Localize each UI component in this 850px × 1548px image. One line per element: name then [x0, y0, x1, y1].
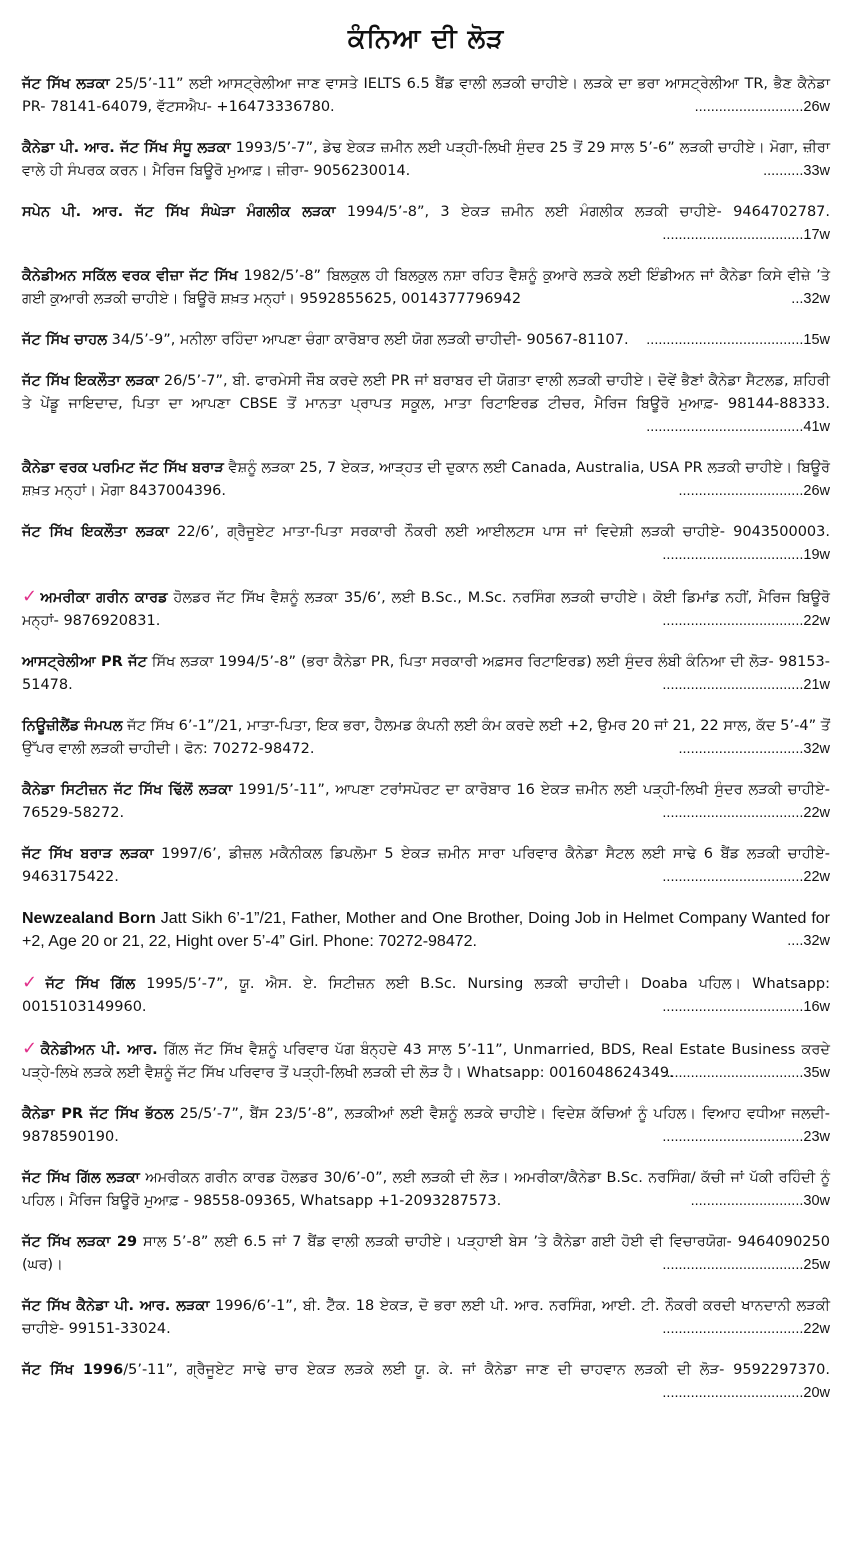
- ad-body: 1994/5’-8”, 3 ਏਕੜ ਜ਼ਮੀਨ ਲਈ ਮੰਗਲੀਕ ਲੜਕੀ ਚਾਹੀਏ- 9464702787.: [335, 204, 830, 220]
- leader-dots: ...................................: [662, 1129, 804, 1145]
- ad-code-label: 22w: [803, 1321, 830, 1337]
- ad-heading: ਨਿਊਜ਼ੀਲੈਂਡ ਜੰਮਪਲ: [22, 718, 123, 734]
- leader-dots: ...............................: [678, 483, 804, 499]
- ad-code-label: 20w: [803, 1385, 830, 1401]
- ad-body: Jatt Sikh 6’-1”/21, Father, Mother and One Brother, Doing Job in Helmet Company Wanted for +2, Age 20 or 21, 22, Hight over 5’-4” Girl. Phone: 70272-98472.: [22, 910, 831, 950]
- ad-heading: Newzealand Born: [22, 910, 156, 927]
- ad-code-label: 33w: [803, 163, 830, 179]
- ad-body: ਅਮਰੀਕਨ ਗਰੀਨ ਕਾਰਡ ਹੋਲਡਰ 30/6’-0”, ਲਈ ਲੜਕੀ ਦੀ ਲੋੜ। ਅਮਰੀਕਾ/ਕੈਨੇਡਾ B.Sc. ਨਰਸਿੰਗ/ ਕੱਚੀ ਜਾਂ ਪੱਕੀ ਰਹਿੰਦੀ ਨੂੰ ਪਹਿਲ। ਮੈਰਿਜ ਬਿਊਰੋ ਮੁਆਫ਼ - 98558-09365, Whatsapp +1-2093287573.: [22, 1170, 831, 1209]
- ad-body: 1991/5’-11”, ਆਪਣਾ ਟਰਾਂਸਪੋਰਟ ਦਾ ਕਾਰੋਬਾਰ 16 ਏਕੜ ਜ਼ਮੀਨ ਲਈ ਪੜ੍ਹੀ-ਲਿਖੀ ਸੁੰਦਰ ਲੜਕੀ ਚਾਹੀਏ- 76529-58272.: [22, 782, 830, 821]
- classified-ad: [22, 971, 830, 1017]
- ad-heading: ਕੈਨੇਡਾ ਸਿਟੀਜ਼ਨ ਜੱਟ ਸਿੱਖ ਢਿੱਲੋਂ ਲੜਕਾ: [22, 782, 233, 798]
- ad-body: 34/5’-9”, ਮਨੀਲਾ ਰਹਿੰਦਾ ਆਪਣਾ ਚੰਗਾ ਕਾਰੋਬਾਰ ਲਈ ਯੋਗ ਲੜਕੀ ਚਾਹੀਦੀ- 90567-81107.: [107, 332, 629, 348]
- ad-heading: ਕੈਨੇਡਾ ਪੀ. ਆਰ. ਜੱਟ ਸਿੱਖ ਸੰਧੂ ਲੜਕਾ: [22, 140, 231, 156]
- ad-body: 25/5’-11” ਲਈ ਆਸਟ੍ਰੇਲੀਆ ਜਾਣ ਵਾਸਤੇ IELTS 6.5 ਬੈਂਡ ਵਾਲੀ ਲੜਕੀ ਚਾਹੀਏ। ਲੜਕੇ ਦਾ ਭਰਾ ਆਸਟ੍ਰੇਲੀਆ TR, ਭੈਣ ਕੈਨੇਡਾ PR- 78141-64079, ਵੱਟਸਐਪ- +16473336780.: [22, 76, 830, 115]
- ad-code-label: 15w: [803, 332, 830, 348]
- ad-code-label: 21w: [803, 677, 830, 693]
- ad-code-label: 32w: [803, 291, 830, 307]
- ad-heading: ਕੈਨੇਡੀਅਨ ਪੀ. ਆਰ.: [40, 1042, 158, 1058]
- classified-ad: [22, 1103, 830, 1147]
- ad-body: 1993/5’-7”, ਡੇਢ ਏਕੜ ਜ਼ਮੀਨ ਲਈ ਪੜ੍ਹੀ-ਲਿਖੀ ਸੁੰਦਰ 25 ਤੋਂ 29 ਸਾਲ 5’-6” ਲੜਕੀ ਚਾਹੀਏ। ਮੋਗਾ, ਜ਼ੀਰਾ ਵਾਲੇ ਹੀ ਸੰਪਰਕ ਕਰਨ। ਮੈਰਿਜ ਬਿਊਰੋ ਮੁਆਫ਼। ਜ਼ੀਰਾ- 9056230014.: [22, 140, 830, 179]
- ad-body: ਗਿੱਲ ਜੱਟ ਸਿੱਖ ਵੈਸ਼ਨੂੰ ਪਰਿਵਾਰ ਪੱਗ ਬੰਨ੍ਹਦੇ 43 ਸਾਲ 5’-11”, Unmarried, BDS, Real Estate Business ਕਰਦੇ ਪੜ੍ਹੇ-ਲਿਖੇ ਲੜਕੇ ਲਈ ਵੈਸ਼ਨੂੰ ਜੱਟ ਸਿੱਖ ਪਰਿਵਾਰ ਤੋਂ ਪੜ੍ਹੀ-ਲਿਖੀ ਲੜਕੀ ਦੀ ਲੋੜ ਹੈ। Whatsapp: 0016048624349.: [22, 1042, 830, 1081]
- ad-body: ਸਾਲ 5’-8” ਲਈ 6.5 ਜਾਂ 7 ਬੈਂਡ ਵਾਲੀ ਲੜਕੀ ਚਾਹੀਏ। ਪੜ੍ਹਾਈ ਬੇਸ ’ਤੇ ਕੈਨੇਡਾ ਗਈ ਹੋਈ ਵੀ ਵਿਚਾਰਯੋਗ- 9464090250 (ਘਰ)।: [22, 1234, 830, 1273]
- leader-dots: ...........................: [694, 99, 804, 115]
- ad-heading: ਕੈਨੇਡੀਅਨ ਸਕਿੱਲ ਵਰਕ ਵੀਜ਼ਾ ਜੱਟ ਸਿੱਖ: [22, 268, 238, 284]
- leader-dots: ............................: [690, 1193, 804, 1209]
- classified-ad: [22, 73, 830, 117]
- classified-ad: [22, 457, 830, 501]
- ad-heading: ਕੈਨੇਡਾ PR ਜੱਟ ਸਿੱਖ ਭੱਠਲ: [22, 1106, 174, 1122]
- classified-ad: [22, 329, 830, 350]
- ad-heading: ਜੱਟ ਸਿੱਖ 1996: [22, 1362, 124, 1378]
- ad-code-label: 22w: [803, 869, 830, 885]
- leader-dots: ...: [791, 291, 804, 307]
- ad-body: 25/5’-7”, ਬੈਂਸ 23/5’-8”, ਲੜਕੀਆਂ ਲਈ ਵੈਸ਼ਨੂੰ ਲੜਕੇ ਚਾਹੀਏ। ਵਿਦੇਸ਼ ਕੱਚਿਆਂ ਨੂੰ ਪਹਿਲ। ਵਿਆਹ ਵਧੀਆ ਜਲਦੀ- 9878590190.: [22, 1106, 830, 1145]
- ad-code-label: 32w: [803, 933, 830, 949]
- classified-ad: [22, 651, 830, 695]
- leader-dots: ...............................: [678, 741, 804, 757]
- classified-ad: [22, 907, 830, 951]
- ad-code-label: 26w: [803, 99, 830, 115]
- leader-dots: ...................................: [662, 1385, 804, 1401]
- ad-heading: ਸਪੇਨ ਪੀ. ਆਰ. ਜੱਟ ਸਿੱਖ ਸੰਘੇੜਾ ਮੰਗਲੀਕ ਲੜਕਾ: [22, 204, 336, 220]
- leader-dots: ...................................: [662, 869, 804, 885]
- ad-code-label: 25w: [803, 1257, 830, 1273]
- classified-ad: [22, 265, 830, 309]
- leader-dots: ...................................: [662, 999, 804, 1015]
- ad-code-label: 19w: [803, 547, 830, 563]
- checkmark-icon: ✓: [22, 586, 39, 607]
- ad-code-label: 22w: [803, 805, 830, 821]
- classified-ad: [22, 1037, 830, 1083]
- ad-code-label: 16w: [803, 999, 830, 1015]
- ad-body: 1982/5’-8” ਬਿਲਕੁਲ ਹੀ ਬਿਲਕੁਲ ਨਸ਼ਾ ਰਹਿਤ ਵੈਸ਼ਨੂੰ ਕੁਆਰੇ ਲੜਕੇ ਲਈ ਇੰਡੀਅਨ ਜਾਂ ਕੈਨੇਡਾ ਕਿਸੇ ਵੀਜ਼ੇ ’ਤੇ ਗਈ ਕੁਆਰੀ ਲੜਕੀ ਚਾਹੀਏ। ਬਿਊਰੋ ਸ਼ਖ਼ਤ ਮਨ੍ਹਾਂ। 9592855625, 0014377796942: [22, 268, 830, 307]
- leader-dots: ...................................: [662, 805, 804, 821]
- classified-ad: [22, 585, 830, 631]
- ad-heading: ਜੱਟ ਸਿੱਖ ਚਾਹਲ: [22, 332, 108, 348]
- ad-code-label: 35w: [803, 1065, 830, 1081]
- ad-body: 26/5’-7”, ਬੀ. ਫਾਰਮੇਸੀ ਜੌਬ ਕਰਦੇ ਲਈ PR ਜਾਂ ਬਰਾਬਰ ਦੀ ਯੋਗਤਾ ਵਾਲੀ ਲੜਕੀ ਚਾਹੀਏ। ਦੋਵੇਂ ਭੈਣਾਂ ਕੈਨੇਡਾ ਸੈਟਲਡ, ਸ਼ਹਿਰੀ ਤੇ ਪੇਂਡੂ ਜਾਇਦਾਦ, ਪਿਤਾ ਦਾ ਆਪਣਾ CBSE ਤੋਂ ਮਾਨਤਾ ਪ੍ਰਾਪਤ ਸਕੂਲ, ਮਾਤਾ ਰਿਟਾਇਰਡ ਟੀਚਰ, ਮੈਰਿਜ ਬਿਊਰੋ ਮੁਆਫ਼- 98144-88333.: [22, 373, 830, 412]
- ad-body: 1996/6’-1”, ਬੀ. ਟੈੱਕ. 18 ਏਕੜ, ਦੋ ਭਰਾ ਲਈ ਪੀ. ਆਰ. ਨਰਸਿੰਗ, ਆਈ. ਟੀ. ਨੌਕਰੀ ਕਰਦੀ ਖਾਨਦਾਨੀ ਲੜਕੀ ਚਾਹੀਏ- 99151-33024.: [22, 1298, 830, 1337]
- ad-heading: ਜੱਟ ਸਿੱਖ ਲੜਕਾ: [22, 76, 110, 92]
- classified-ad: [22, 715, 830, 759]
- leader-dots: ..........: [763, 163, 804, 179]
- ad-body: /5’-11”, ਗ੍ਰੈਜੂਏਟ ਸਾਢੇ ਚਾਰ ਏਕੜ ਲੜਕੇ ਲਈ ਯੂ. ਕੇ. ਜਾਂ ਕੈਨੇਡਾ ਜਾਣ ਦੀ ਚਾਹਵਾਨ ਲੜਕੀ ਦੀ ਲੋੜ- 9592297370.: [123, 1362, 831, 1378]
- ad-body: 1995/5’-7”, ਯੂ. ਐਸ. ਏ. ਸਿਟੀਜ਼ਨ ਲਈ B.Sc. Nursing ਲੜਕੀ ਚਾਹੀਦੀ। Doaba ਪਹਿਲ। Whatsapp: 0015103149960.: [22, 976, 830, 1015]
- checkmark-icon: ✓: [22, 972, 44, 993]
- classified-ad: [22, 137, 830, 181]
- classified-ad: [22, 201, 830, 245]
- classified-ad: [22, 1359, 830, 1403]
- ad-heading: ਆਸਟ੍ਰੇਲੀਆ PR ਜੱਟ: [22, 654, 147, 670]
- classified-ad: [22, 521, 830, 565]
- ad-code-label: 17w: [803, 227, 830, 243]
- ad-code-label: 41w: [803, 419, 830, 435]
- ad-heading: ਜੱਟ ਸਿੱਖ ਇਕਲੌਤਾ ਲੜਕਾ: [22, 373, 160, 389]
- ad-body: 22/6’, ਗ੍ਰੈਜੂਏਟ ਮਾਤਾ-ਪਿਤਾ ਸਰਕਾਰੀ ਨੌਕਰੀ ਲਈ ਆਈਲਟਸ ਪਾਸ ਜਾਂ ਵਿਦੇਸ਼ੀ ਲੜਕੀ ਚਾਹੀਏ- 9043500003.: [169, 524, 830, 540]
- ad-code-label: 22w: [803, 613, 830, 629]
- leader-dots: ....: [787, 933, 804, 949]
- leader-dots: ...................................: [662, 677, 804, 693]
- ad-heading: ਜੱਟ ਸਿੱਖ ਇਕਲੌਤਾ ਲੜਕਾ: [22, 524, 170, 540]
- leader-dots: ...................................: [662, 1065, 804, 1081]
- leader-dots: ...................................: [662, 1257, 804, 1273]
- ad-body: ਵੈਸ਼ਨੂੰ ਲੜਕਾ 25, 7 ਏਕੜ, ਆੜ੍ਹਤ ਦੀ ਦੁਕਾਨ ਲਈ Canada, Australia, USA PR ਲੜਕੀ ਚਾਹੀਏ। ਬਿਊਰੋ ਸ਼ਖ਼ਤ ਮਨ੍ਹਾਂ। ਮੋਗਾ 8437004396.: [22, 460, 830, 499]
- ads-list: [22, 73, 830, 1403]
- ad-heading: ਜੱਟ ਸਿੱਖ ਬਰਾੜ ਲੜਕਾ: [22, 846, 154, 862]
- leader-dots: ...................................: [662, 613, 804, 629]
- page-title: ਕੰਨਿਆ ਦੀ ਲੋੜ: [347, 24, 505, 54]
- classified-ad: [22, 1231, 830, 1275]
- classified-ad: [22, 1167, 830, 1211]
- ad-body: ਜੱਟ ਸਿੱਖ 6’-1”/21, ਮਾਤਾ-ਪਿਤਾ, ਇਕ ਭਰਾ, ਹੈਲਮਡ ਕੰਪਨੀ ਲਈ ਕੰਮ ਕਰਦੇ ਲਈ +2, ਉਮਰ 20 ਜਾਂ 21, 22 ਸਾਲ, ਕੱਦ 5’-4” ਤੋਂ ਉੱਪਰ ਵਾਲੀ ਲੜਕੀ ਚਾਹੀਦੀ। ਫੋਨ: 70272-98472.: [22, 718, 830, 757]
- ad-heading: ਜੱਟ ਸਿੱਖ ਲੜਕਾ 29: [22, 1234, 138, 1250]
- leader-dots: ...................................: [662, 547, 804, 563]
- ad-code-label: 32w: [803, 741, 830, 757]
- ad-code-label: 23w: [803, 1129, 830, 1145]
- ad-body: ਹੋਲਡਰ ਜੱਟ ਸਿੱਖ ਵੈਸ਼ਨੂੰ ਲੜਕਾ 35/6’, ਲਈ B.Sc., M.Sc. ਨਰਸਿੰਗ ਲੜਕੀ ਚਾਹੀਏ। ਕੋਈ ਡਿਮਾਂਡ ਨਹੀਂ, ਮੈਰਿਜ ਬਿਊਰੋ ਮਨ੍ਹਾਂ- 9876920831.: [22, 590, 830, 629]
- ad-code-label: 30w: [803, 1193, 830, 1209]
- ad-heading: ਜੱਟ ਸਿੱਖ ਗਿੱਲ: [45, 976, 136, 992]
- ad-heading: ਜੱਟ ਸਿੱਖ ਕੈਨੇਡਾ ਪੀ. ਆਰ. ਲੜਕਾ: [22, 1298, 210, 1314]
- ad-heading: ਕੈਨੇਡਾ ਵਰਕ ਪਰਮਿਟ ਜੱਟ ਸਿੱਖ ਬਰਾੜ: [22, 460, 224, 476]
- leader-dots: .......................................: [646, 419, 804, 435]
- classified-ad: [22, 1295, 830, 1339]
- classified-ad: [22, 843, 830, 887]
- ad-heading: ਜੱਟ ਸਿੱਖ ਗਿੱਲ ਲੜਕਾ: [22, 1170, 140, 1186]
- leader-dots: ...................................: [662, 1321, 804, 1337]
- ad-code-label: 26w: [803, 483, 830, 499]
- ad-heading: ਅਮਰੀਕਾ ਗਰੀਨ ਕਾਰਡ: [40, 590, 168, 606]
- leader-dots: .......................................: [646, 332, 804, 348]
- classified-ad: [22, 370, 830, 437]
- classified-ad: [22, 779, 830, 823]
- ad-body: 1997/6’, ਡੀਜ਼ਲ ਮਕੈਨੀਕਲ ਡਿਪਲੋਮਾ 5 ਏਕੜ ਜ਼ਮੀਨ ਸਾਰਾ ਪਰਿਵਾਰ ਕੈਨੇਡਾ ਸੈਟਲ ਲਈ ਸਾਢੇ 6 ਬੈਂਡ ਲੜਕੀ ਚਾਹੀਏ- 9463175422.: [22, 846, 830, 885]
- ad-body: ਸਿੱਖ ਲੜਕਾ 1994/5’-8” (ਭਰਾ ਕੈਨੇਡਾ PR, ਪਿਤਾ ਸਰਕਾਰੀ ਅਫ਼ਸਰ ਰਿਟਾਇਰਡ) ਲਈ ਸੁੰਦਰ ਲੰਬੀ ਕੰਨਿਆ ਦੀ ਲੋੜ- 98153-51478.: [22, 654, 831, 693]
- checkmark-icon: ✓: [22, 1038, 39, 1059]
- leader-dots: ...................................: [662, 227, 804, 243]
